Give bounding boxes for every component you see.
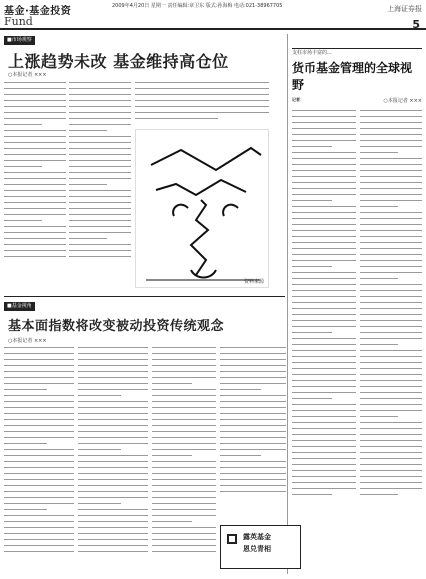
top-story-headline: 上涨趋势未改 基金维持高仓位 <box>8 52 229 71</box>
top-story-tag: ■市场观察 <box>4 36 35 45</box>
ad-line-2: 恩兑青相 <box>243 545 271 553</box>
page-number: 5 <box>412 18 420 31</box>
mid-story-tag: ■基金视角 <box>4 302 35 311</box>
illustration-caption: 资料来源 <box>243 279 264 285</box>
right-top-byline: ○本报记者 ××× <box>383 98 422 104</box>
ad-logo-icon <box>227 534 237 544</box>
mid-story-col-3 <box>152 347 216 572</box>
right-top-q <box>292 97 422 104</box>
mid-story-headline: 基本面指数将改变被动投资传统观念 <box>8 319 225 334</box>
right-col-2 <box>360 110 422 520</box>
mid-story-col-4 <box>220 347 286 517</box>
masthead <box>0 0 426 30</box>
right-top-kicker: 支柱市场丰富的... <box>292 50 332 56</box>
brand: 基金·基金投资 <box>4 6 72 17</box>
issue-meta: 2009年4月20日 星期一 责任编辑:章卫东 版式:孙海梅 电话:021-38967705 <box>112 3 283 9</box>
mid-story-col-2 <box>78 347 148 572</box>
top-story-col-3-upper <box>135 82 269 126</box>
top-story-byline: ○本报记者 ××× <box>8 72 47 78</box>
section-en: Fund <box>4 15 33 28</box>
paper-name: 上海证券报 <box>387 5 422 13</box>
horizontal-divider <box>4 296 285 297</box>
mid-story-col-1 <box>4 347 74 572</box>
top-story-col-2 <box>69 82 131 292</box>
right-top-box <box>292 48 422 104</box>
illustration-graphic <box>136 130 269 288</box>
ad-line-1: 露英基金 <box>243 533 271 541</box>
qa-question-label: 记者： <box>292 97 304 102</box>
top-story-illustration <box>135 129 269 288</box>
right-top-title: 货币基金管理的全球视野 <box>292 61 413 92</box>
mid-story-byline: ○本报记者 ××× <box>8 338 47 344</box>
top-story-col-1 <box>4 82 66 292</box>
vertical-divider <box>287 34 288 574</box>
right-col-1 <box>292 110 356 520</box>
ad-box[interactable] <box>220 525 301 569</box>
